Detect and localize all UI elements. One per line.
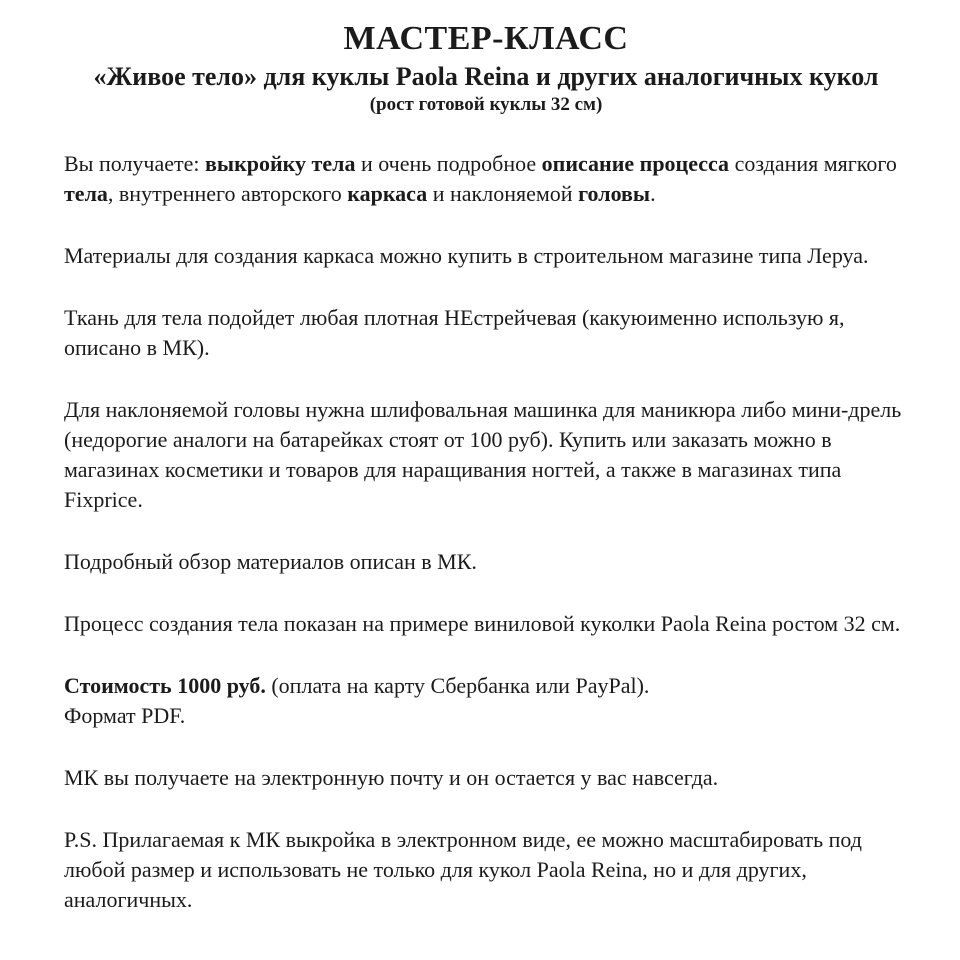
paragraph-frame-materials	[64, 241, 908, 271]
document-body	[64, 149, 908, 915]
paragraph-tools	[64, 395, 908, 515]
page-title: МАСТЕР-КЛАСС	[343, 20, 629, 57]
bold-text-run: головы	[578, 181, 651, 206]
text-run: МК вы получаете на электронную почту и он остается у вас навсегда.	[64, 765, 719, 790]
text-run: Процесс создания тела показан на примере виниловой куколки Paola Reina ростом 32 см.	[64, 611, 901, 636]
paragraph-process-example	[64, 609, 908, 639]
paragraph-price-format	[64, 671, 908, 731]
text-run: и очень подробное	[355, 151, 542, 176]
paragraph-postscript	[64, 825, 908, 915]
paragraph-delivery	[64, 763, 908, 793]
paragraph-materials-overview	[64, 547, 908, 577]
bold-text-run: выкройку тела	[205, 151, 356, 176]
paragraph-you-receive	[64, 149, 908, 209]
text-run: создания мягкого	[729, 151, 897, 176]
paragraph-fabric	[64, 303, 908, 363]
text-run: , внутреннего авторского	[107, 181, 348, 206]
text-run: Для наклоняемой головы нужна шлифовальная машинка для маникюра либо мини-дрель (недорогие аналоги на батарейках стоят от 100 руб). Купить или заказать можно в магазинах косметики и товаров для наращивания ногтей, а также в магазинах типа Fixprice.	[64, 397, 902, 512]
text-run: Формат PDF.	[64, 703, 186, 728]
document-header	[64, 20, 908, 116]
bold-text-run: тела	[64, 181, 108, 206]
text-run: P.S. Прилагаемая к МК выкройка в электронном виде, ее можно масштабировать под любой размер и использовать не только для кукол Paola Reina, но и для других, аналогичных.	[64, 827, 862, 912]
bold-text-run: каркаса	[347, 181, 428, 206]
text-run: Ткань для тела подойдет любая плотная НЕстрейчевая (какуюименно использую я, описано в МК).	[64, 305, 845, 360]
size-note: (рост готовой куклы 32 см)	[369, 94, 603, 115]
text-run: .	[650, 181, 656, 206]
text-run: и наклоняемой	[427, 181, 579, 206]
text-run: Материалы для создания каркаса можно купить в строительном магазине типа Леруа.	[64, 243, 869, 268]
bold-text-run: Стоимость 1000 руб.	[64, 673, 266, 698]
bold-text-run: описание процесса	[541, 151, 730, 176]
text-run: Подробный обзор материалов описан в МК.	[64, 549, 477, 574]
text-run: (оплата на карту Сбербанка или PayPal).	[265, 673, 650, 698]
text-run: Вы получаете:	[64, 151, 206, 176]
page-subtitle: «Живое тело» для куклы Paola Reina и других аналогичных кукол	[93, 62, 879, 91]
